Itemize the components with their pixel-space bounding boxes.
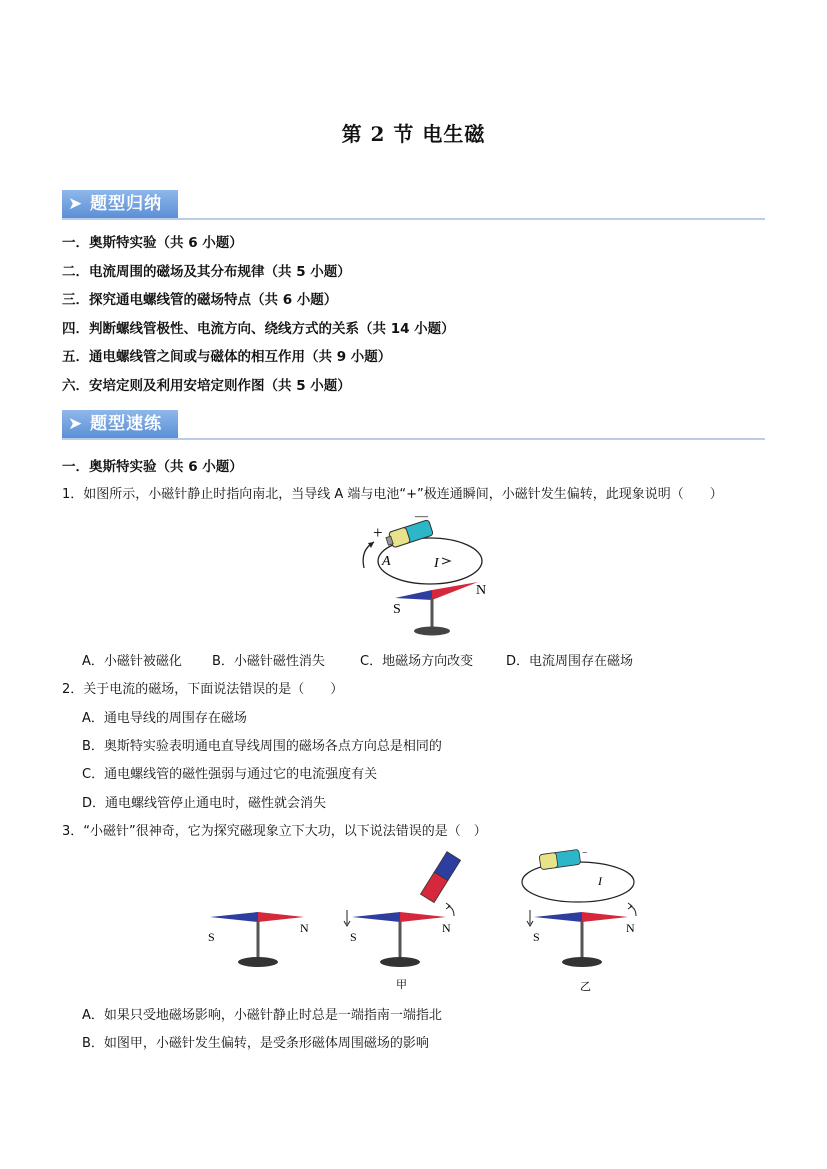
- q3-option-a: A．如果只受地磁场影响，小磁针静止时总是一端指南一端指北: [82, 1008, 442, 1023]
- q2-option-a: A．通电导线的周围存在磁场: [82, 711, 247, 726]
- toc-item: 五．通电螺线管之间或与磁体的相互作用（共 9 小题）: [62, 349, 392, 366]
- north-label: N: [476, 583, 487, 598]
- banner-summary-label: ➤ 题型归纳: [62, 190, 178, 218]
- toc-list: [62, 229, 455, 401]
- curved-arrow-icon: [363, 542, 374, 568]
- minus-label: −: [582, 848, 588, 859]
- q3-option-b: B．如图甲，小磁针发生偏转，是受条形磁体周围磁场的影响: [82, 1036, 429, 1051]
- toc-item: 六．安培定则及利用安培定则作图（共 5 小题）: [62, 377, 351, 394]
- question-2-stem: 2．关于电流的磁场，下面说法错误的是（ ）: [62, 682, 344, 697]
- needle-yi: [522, 848, 636, 993]
- south-label: S: [393, 602, 401, 617]
- question-1-stem: 1．如图所示，小磁针静止时指向南北，当导线 A 端与电池“+”极连通瞬间，小磁针发生偏转，此现象说明（ ）: [62, 487, 723, 502]
- banner-practice-label: ➤ 题型速练: [62, 410, 178, 438]
- needle-jia: [344, 852, 461, 991]
- section-heading: 一．奥斯特实验（共 6 小题）: [62, 459, 243, 475]
- needle-north-icon: [432, 582, 478, 600]
- south-label: S: [208, 930, 215, 944]
- question-3-stem: 3．“小磁针”很神奇，它为探究磁现象立下大功，以下说法错误的是（ ）: [62, 824, 487, 839]
- figure-jia-label: 甲: [396, 979, 407, 991]
- q1-option-c: C．地磁场方向改变: [360, 654, 474, 669]
- toc-item: 一．奥斯特实验（共 6 小题）: [62, 235, 243, 251]
- current-label: I: [434, 556, 439, 571]
- needle-plain: [208, 912, 309, 967]
- toc-item: 四．判断螺线管极性、电流方向、绕线方式的关系（共 14 小题）: [62, 320, 455, 337]
- q2-option-d: D．通电螺线管停止通电时，磁性就会消失: [82, 796, 327, 811]
- toc-item: 三．探究通电螺线管的磁场特点（共 6 小题）: [62, 292, 338, 309]
- banner-divider: [62, 438, 765, 440]
- south-label: S: [533, 930, 540, 944]
- north-label: N: [442, 921, 451, 935]
- banner-divider: [62, 218, 765, 220]
- toc-item: 二．电流周围的磁场及其分布规律（共 5 小题）: [62, 263, 351, 280]
- q1-option-a: A．小磁针被磁化: [82, 654, 182, 669]
- north-label: N: [300, 921, 309, 935]
- current-label: I: [598, 874, 602, 888]
- banner-summary: [62, 190, 765, 220]
- figure-yi-label: 乙: [580, 981, 591, 993]
- battery-icon: [539, 849, 581, 869]
- wire-end-label: A: [382, 554, 391, 569]
- bar-magnet-icon: [420, 852, 460, 903]
- figure-compass-needles: [200, 848, 650, 996]
- banner-practice: [62, 410, 765, 440]
- figure-oersted-experiment: [350, 506, 500, 642]
- minus-label: —: [415, 508, 428, 523]
- plus-label: +: [373, 523, 383, 542]
- needle-south-icon: [395, 590, 432, 600]
- q2-option-b: B．奥斯特实验表明通电直导线周围的磁场各点方向总是相同的: [82, 739, 442, 754]
- q2-option-c: C．通电螺线管的磁性强弱与通过它的电流强度有关: [82, 767, 378, 782]
- page-title: 第 2 节 电生磁: [341, 122, 486, 146]
- south-label: S: [350, 930, 357, 944]
- north-label: N: [626, 921, 635, 935]
- q1-option-b: B．小磁针磁性消失: [212, 654, 325, 669]
- q1-option-d: D．电流周围存在磁场: [506, 654, 634, 669]
